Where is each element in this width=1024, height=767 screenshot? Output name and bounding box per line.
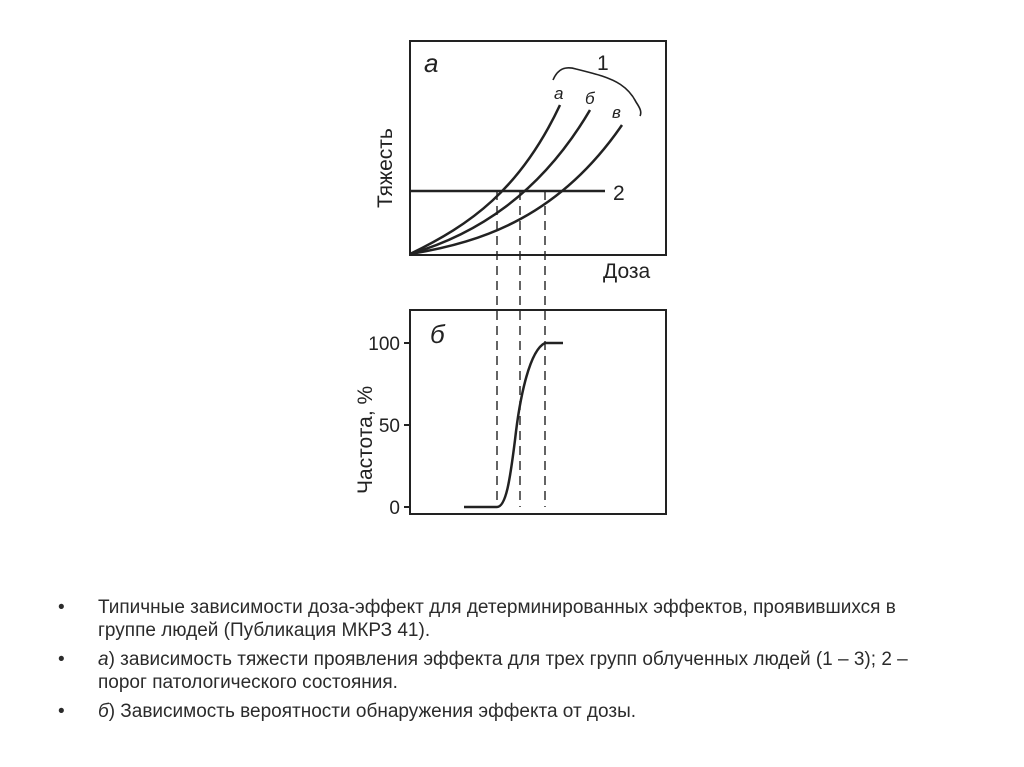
panel-b-ylabel: Частота, % xyxy=(354,385,377,494)
panel-b xyxy=(354,310,666,519)
panel-a-frame xyxy=(410,41,666,255)
curve-v-label: в xyxy=(612,103,621,122)
panel-a-xlabel: Доза xyxy=(603,260,651,283)
curve-b-label: б xyxy=(585,89,595,108)
curve-v xyxy=(410,125,622,254)
panel-a xyxy=(374,41,666,283)
panel-a-label: а xyxy=(424,48,439,78)
note-text: ) Зависимость вероятности обнаружения эффекта от дозы. xyxy=(108,701,637,722)
frequency-curve xyxy=(464,343,563,507)
note-item-2 xyxy=(58,648,958,694)
note-lead: а xyxy=(98,649,109,670)
ytick-label-0: 0 xyxy=(389,498,400,519)
caption-notes xyxy=(58,596,958,729)
curve-b xyxy=(410,110,590,254)
note-text: ) зависимость тяжести проявления эффекта для трех групп облученных людей (1 – 3); 2 – порог патологического состояния. xyxy=(98,649,908,693)
bullet: • xyxy=(58,597,65,618)
panel-a-ylabel: Тяжесть xyxy=(374,128,397,208)
threshold-label: 2 xyxy=(613,182,625,205)
note-lead: б xyxy=(98,701,109,722)
bullet: • xyxy=(58,701,65,722)
panel-b-label: б xyxy=(430,319,445,349)
ytick-label-50: 50 xyxy=(378,416,400,437)
note-item-1 xyxy=(58,596,958,642)
note-text: Типичные зависимости доза-эффект для детерминированных эффектов, проявившихся в группе людей (Публикация МКРЗ 41). xyxy=(98,597,896,641)
curve-a-label: а xyxy=(554,84,564,103)
ytick-label-100: 100 xyxy=(368,334,400,355)
group-label: 1 xyxy=(597,52,609,75)
bullet: • xyxy=(58,649,65,670)
panel-b-frame xyxy=(410,310,666,514)
note-item-3 xyxy=(58,700,958,723)
